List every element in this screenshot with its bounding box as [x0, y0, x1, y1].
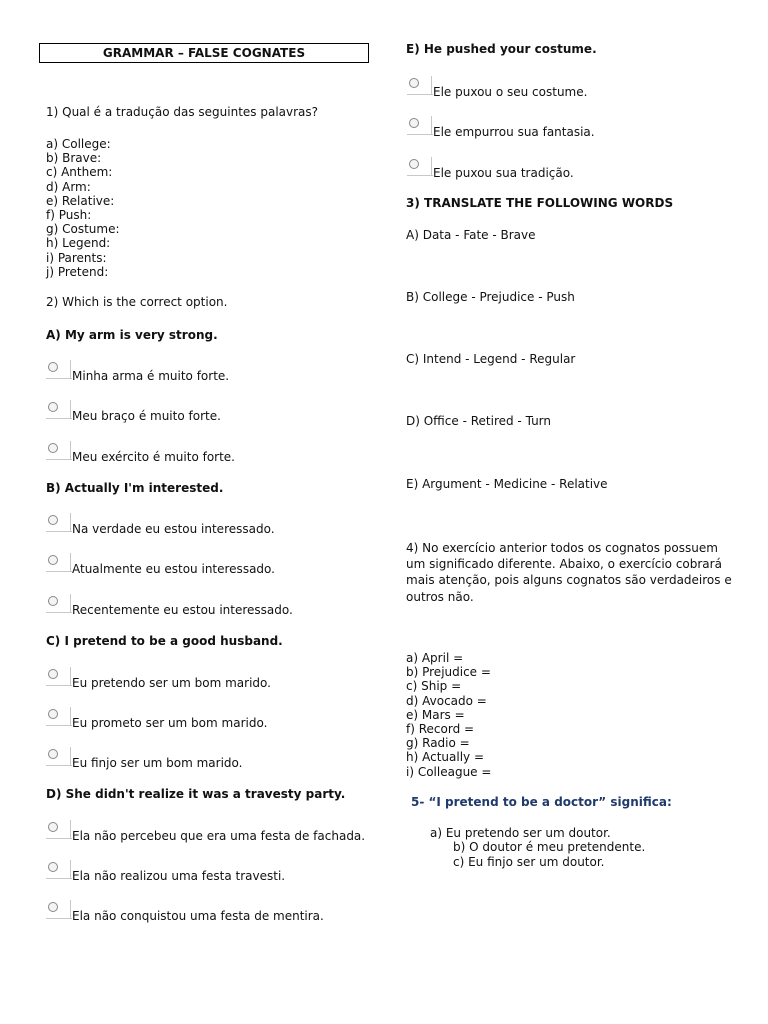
- q4-prompt: 4) No exercício anterior todos os cognatos possuem um significado diferente. Abaixo, o exercício cobrará mais atenção, pois alguns cognatos são verdadeiros e outros não.: [406, 541, 732, 604]
- list-item: b) O doutor é meu pretendente.: [453, 840, 646, 854]
- option-label: Ele empurrou sua fantasia.: [433, 125, 595, 139]
- option-label: Ela não conquistou uma festa de mentira.: [72, 909, 324, 923]
- q2d-heading: D) She didn't realize it was a travesty party.: [46, 787, 346, 801]
- radio-button[interactable]: [407, 157, 431, 177]
- radio-button[interactable]: [46, 707, 70, 727]
- q2b-heading: B) Actually I'm interested.: [46, 481, 224, 495]
- option-label: Recentemente eu estou interessado.: [72, 603, 293, 617]
- list-item: b) Prejudice =: [406, 665, 491, 680]
- radio-button[interactable]: [46, 667, 70, 687]
- option-label: Na verdade eu estou interessado.: [72, 522, 275, 536]
- list-item: E) Argument - Medicine - Relative: [406, 477, 608, 491]
- option-label: Ela não percebeu que era uma festa de fachada.: [72, 829, 366, 843]
- list-item: f) Push:: [46, 208, 92, 223]
- radio-button[interactable]: [46, 594, 70, 614]
- list-item: g) Costume:: [46, 222, 120, 237]
- option-label: Eu pretendo ser um bom marido.: [72, 676, 271, 690]
- list-item: h) Legend:: [46, 236, 111, 251]
- radio-button[interactable]: [46, 400, 70, 420]
- q5-prompt: 5- “I pretend to be a doctor” significa:: [411, 795, 672, 809]
- q1-list: [46, 137, 120, 279]
- list-item: d) Arm:: [46, 179, 91, 194]
- list-item: a) April =: [406, 651, 464, 665]
- radio-button[interactable]: [46, 360, 70, 380]
- list-item: a) College:: [46, 137, 111, 151]
- option-label: Eu prometo ser um bom marido.: [72, 716, 268, 730]
- list-item: c) Eu finjo ser um doutor.: [453, 855, 605, 869]
- option-label: Meu exército é muito forte.: [72, 450, 235, 464]
- list-item: d) Avocado =: [406, 693, 487, 708]
- option-label: Minha arma é muito forte.: [72, 369, 230, 383]
- radio-button[interactable]: [46, 553, 70, 573]
- q4-list: [406, 651, 491, 779]
- list-item: g) Radio =: [406, 736, 470, 751]
- list-item: c) Ship =: [406, 679, 462, 694]
- q2e-heading: E) He pushed your costume.: [406, 42, 597, 56]
- list-item: i) Parents:: [46, 250, 107, 265]
- option-label: Eu finjo ser um bom marido.: [72, 756, 243, 770]
- list-item: h) Actually =: [406, 750, 484, 765]
- list-item: i) Colleague =: [406, 764, 492, 779]
- option-label: Meu braço é muito forte.: [72, 409, 221, 423]
- option-label: Atualmente eu estou interessado.: [72, 562, 275, 576]
- list-item: j) Pretend:: [46, 264, 109, 279]
- list-item: C) Intend - Legend - Regular: [406, 352, 576, 366]
- q2c-heading: C) I pretend to be a good husband.: [46, 634, 283, 648]
- radio-button[interactable]: [46, 513, 70, 533]
- list-item: a) Eu pretendo ser um doutor.: [430, 826, 611, 840]
- radio-button[interactable]: [407, 76, 431, 96]
- page-title: GRAMMAR – FALSE COGNATES: [39, 43, 369, 63]
- radio-button[interactable]: [46, 441, 70, 461]
- list-item: b) Brave:: [46, 151, 102, 166]
- radio-button[interactable]: [407, 116, 431, 136]
- list-item: D) Office - Retired - Turn: [406, 414, 552, 428]
- list-item: e) Mars =: [406, 707, 465, 722]
- option-label: Ela não realizou uma festa travesti.: [72, 869, 286, 883]
- list-item: f) Record =: [406, 722, 475, 737]
- q1-prompt: 1) Qual é a tradução das seguintes palavras?: [46, 105, 319, 119]
- list-item: B) College - Prejudice - Push: [406, 290, 575, 304]
- option-label: Ele puxou o seu costume.: [433, 85, 588, 99]
- q2-prompt: 2) Which is the correct option.: [46, 295, 228, 309]
- radio-button[interactable]: [46, 860, 70, 880]
- radio-button[interactable]: [46, 747, 70, 767]
- radio-button[interactable]: [46, 900, 70, 920]
- list-item: c) Anthem:: [46, 165, 113, 180]
- q2a-heading: A) My arm is very strong.: [46, 328, 218, 342]
- q3-prompt: 3) TRANSLATE THE FOLLOWING WORDS: [406, 196, 674, 210]
- list-item: e) Relative:: [46, 193, 115, 208]
- radio-button[interactable]: [46, 820, 70, 840]
- list-item: A) Data - Fate - Brave: [406, 228, 536, 242]
- option-label: Ele puxou sua tradição.: [433, 166, 574, 180]
